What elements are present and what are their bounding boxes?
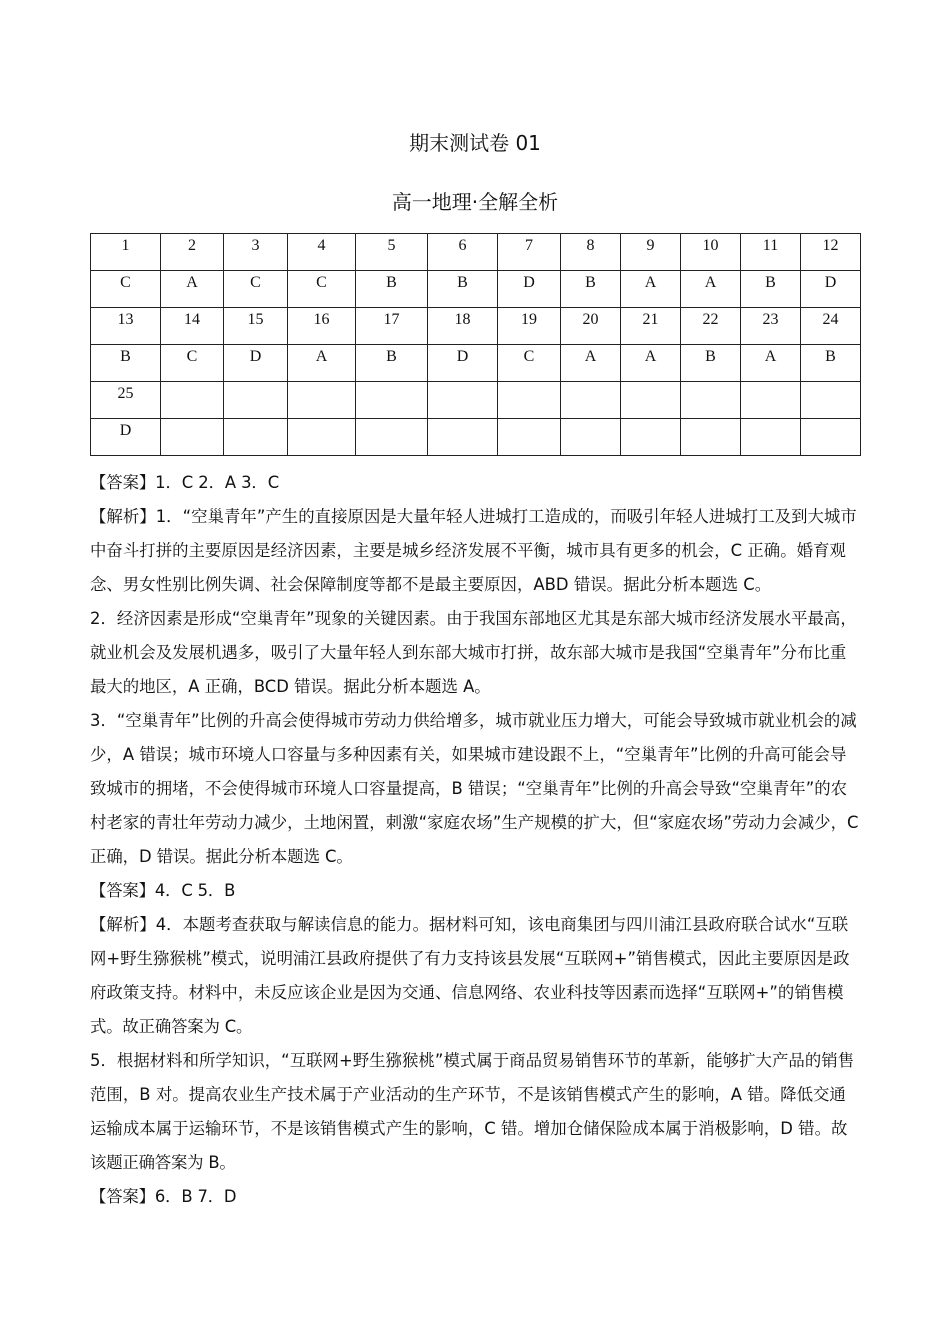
document-title: 期末测试卷 01 [409, 131, 541, 155]
question-number-cell: 23 [741, 308, 801, 345]
question-number-cell: 14 [161, 308, 224, 345]
answer-cell: B [356, 271, 428, 308]
question-number-cell: 21 [621, 308, 681, 345]
answer-cell: C [288, 271, 356, 308]
question-number-row [91, 382, 861, 419]
answer-cell: C [161, 345, 224, 382]
answer-cell: A [621, 345, 681, 382]
answer-cell [621, 419, 681, 456]
answer-cell: B [681, 345, 741, 382]
answer-row [91, 271, 861, 308]
answer-cell: A [161, 271, 224, 308]
question-number-cell: 16 [288, 308, 356, 345]
question-number-cell: 1 [91, 234, 161, 271]
analysis-line: 网+野生猕猴桃”模式，说明浦江县政府提供了有力支持该县发展“互联网+”销售模式，因此主要原因是政 [90, 949, 850, 968]
answer-cell [428, 419, 498, 456]
question-number-cell: 13 [91, 308, 161, 345]
question-number-cell [428, 382, 498, 419]
answer-row [91, 419, 861, 456]
question-number-cell: 8 [561, 234, 621, 271]
answer-cell: A [288, 345, 356, 382]
question-number-cell: 4 [288, 234, 356, 271]
answer-cell: D [91, 419, 161, 456]
question-number-row [91, 234, 861, 271]
answer-cell: B [91, 345, 161, 382]
answer-cell: D [801, 271, 861, 308]
question-number-cell: 20 [561, 308, 621, 345]
analysis-line: 村老家的青壮年劳动力减少，土地闲置，刺激“家庭农场”生产规模的扩大，但“家庭农场”劳动力会减少，C [90, 813, 859, 832]
question-number-cell [288, 382, 356, 419]
answer-table-body [91, 234, 861, 456]
answer-cell: B [428, 271, 498, 308]
analysis-line: 少，A 错误；城市环境人口容量与多种因素有关，如果城市建设跟不上，“空巢青年”比例的升高可能会导 [90, 745, 847, 764]
analysis-line: 【解析】4．本题考查获取与解读信息的能力。据材料可知，该电商集团与四川浦江县政府联合试水“互联 [90, 915, 849, 934]
question-number-cell [561, 382, 621, 419]
answer-row [91, 345, 861, 382]
analysis-line: 就业机会及发展机遇多，吸引了大量年轻人到东部大城市打拼，故东部大城市是我国“空巢青年”分布比重 [90, 643, 847, 662]
answer-cell: B [741, 271, 801, 308]
question-number-cell: 9 [621, 234, 681, 271]
question-number-cell: 24 [801, 308, 861, 345]
question-number-cell: 11 [741, 234, 801, 271]
analysis-line: 运输成本属于运输环节，不是该销售模式产生的影响，C 错。增加仓储保险成本属于消极影响，D 错。故 [90, 1119, 848, 1138]
analysis-line: 正确，D 错误。据此分析本题选 C。 [90, 847, 353, 866]
question-number-cell [498, 382, 561, 419]
answer-cell: A [621, 271, 681, 308]
question-number-cell: 17 [356, 308, 428, 345]
question-number-cell [224, 382, 288, 419]
answer-cell [561, 419, 621, 456]
question-number-cell: 18 [428, 308, 498, 345]
answer-cell [224, 419, 288, 456]
analysis-line: 最大的地区，A 正确，BCD 错误。据此分析本题选 A。 [90, 677, 491, 696]
answer-cell [356, 419, 428, 456]
analysis-line: 3．“空巢青年”比例的升高会使得城市劳动力供给增多，城市就业压力增大，可能会导致城市就业机会的减 [90, 711, 857, 730]
question-number-cell: 3 [224, 234, 288, 271]
question-number-row [91, 308, 861, 345]
answer-cell: A [681, 271, 741, 308]
analysis-line: 该题正确答案为 B。 [90, 1153, 236, 1172]
question-number-cell: 15 [224, 308, 288, 345]
question-number-cell [801, 382, 861, 419]
answer-cell: B [801, 345, 861, 382]
question-number-cell: 2 [161, 234, 224, 271]
answer-cell: D [428, 345, 498, 382]
answer-line: 【答案】1．C 2．A 3．C [90, 473, 280, 492]
analysis-line: 致城市的拥堵，不会使得城市环境人口容量提高，B 错误；“空巢青年”比例的升高会导致“空巢青年”的农 [90, 779, 848, 798]
question-number-cell: 12 [801, 234, 861, 271]
answer-cell: C [498, 345, 561, 382]
document-subtitle: 高一地理·全解全析 [391, 190, 559, 214]
question-number-cell [356, 382, 428, 419]
answer-table [90, 233, 861, 456]
analysis-line: 府政策支持。材料中，未反应该企业是因为交通、信息网络、农业科技等因素而选择“互联网+”的销售模 [90, 983, 844, 1002]
question-number-cell [741, 382, 801, 419]
answer-cell [741, 419, 801, 456]
question-number-cell [161, 382, 224, 419]
analysis-line: 式。故正确答案为 C。 [90, 1017, 253, 1036]
analysis-line: 5．根据材料和所学知识，“互联网+野生猕猴桃”模式属于商品贸易销售环节的革新，能够扩大产品的销售 [90, 1051, 855, 1070]
analysis-line: 中奋斗打拼的主要原因是经济因素，主要是城乡经济发展不平衡，城市具有更多的机会，C 正确。婚育观 [90, 541, 846, 560]
question-number-cell [621, 382, 681, 419]
question-number-cell: 5 [356, 234, 428, 271]
answer-cell [801, 419, 861, 456]
analysis-line: 念、男女性别比例失调、社会保障制度等都不是最主要原因，ABD 错误。据此分析本题选 C。 [90, 575, 772, 594]
answer-cell: C [91, 271, 161, 308]
analysis-line: 2．经济因素是形成“空巢青年”现象的关键因素。由于我国东部地区尤其是东部大城市经济发展水平最高， [90, 609, 857, 628]
answer-cell: A [561, 345, 621, 382]
answer-cell [161, 419, 224, 456]
answer-cell: A [741, 345, 801, 382]
question-number-cell: 10 [681, 234, 741, 271]
analysis-line: 【解析】1．“空巢青年”产生的直接原因是大量年轻人进城打工造成的，而吸引年轻人进城打工及到大城市 [90, 507, 857, 526]
explanation-body [90, 466, 865, 1214]
question-number-cell: 6 [428, 234, 498, 271]
answer-line: 【答案】4．C 5．B [90, 881, 236, 900]
answer-cell: B [561, 271, 621, 308]
answer-cell: D [498, 271, 561, 308]
question-number-cell: 22 [681, 308, 741, 345]
answer-cell [288, 419, 356, 456]
analysis-line: 范围，B 对。提高农业生产技术属于产业活动的生产环节，不是该销售模式产生的影响，A 错。降低交通 [90, 1085, 846, 1104]
answer-line: 【答案】6．B 7．D [90, 1187, 237, 1206]
answer-cell [681, 419, 741, 456]
question-number-cell [681, 382, 741, 419]
answer-cell: D [224, 345, 288, 382]
question-number-cell: 19 [498, 308, 561, 345]
question-number-cell: 25 [91, 382, 161, 419]
answer-cell: B [356, 345, 428, 382]
answer-cell [498, 419, 561, 456]
answer-cell: C [224, 271, 288, 308]
question-number-cell: 7 [498, 234, 561, 271]
